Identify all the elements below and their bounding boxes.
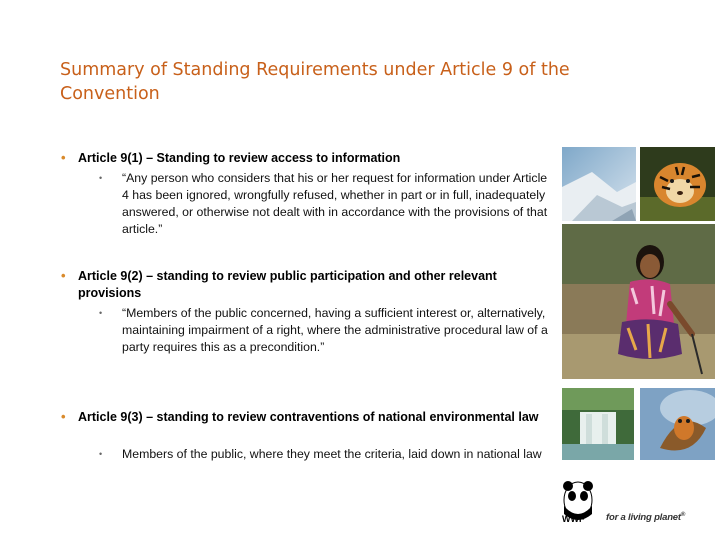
tagline xyxy=(606,512,685,523)
section-heading-text: Article 9(1) – Standing to review access to information xyxy=(78,151,401,165)
tagline-text: for a living planet xyxy=(606,512,681,524)
bullet-icon: • xyxy=(61,409,66,424)
sub-bullet-icon: • xyxy=(99,173,103,183)
section-heading-2 xyxy=(61,268,558,302)
section-detail-2 xyxy=(99,305,552,356)
waterfall-photo xyxy=(562,388,634,460)
ice-landscape-photo xyxy=(562,147,636,221)
section-heading-3 xyxy=(61,409,558,426)
sub-bullet-icon: • xyxy=(99,308,103,318)
woman-photo xyxy=(562,224,715,379)
section-detail-text: “Any person who considers that his or her request for information under Article 4 has been ignored, wrongfully refused, whether in part or in full, inadequately answered, or otherwise not dealt with in accordance with the provisions of that article.” xyxy=(122,171,548,236)
section-detail-text: “Members of the public concerned, having a sufficient interest or, alternatively, maintaining impairment of a right, where the administrative procedural law of a party requires this as a precondition.” xyxy=(122,306,548,354)
bullet-icon: • xyxy=(61,268,66,283)
sub-bullet-icon: • xyxy=(99,449,103,459)
section-heading-text: Article 9(2) – standing to review public participation and other relevant provisions xyxy=(78,269,497,300)
wwf-logo-text: WWF xyxy=(562,514,585,524)
section-heading-text: Article 9(3) – standing to review contraventions of national environmental law xyxy=(78,410,539,424)
tagline-mark: ® xyxy=(680,512,686,518)
slide-title: Summary of Standing Requirements under Article 9 of the Convention xyxy=(60,60,570,104)
section-heading-1 xyxy=(61,150,558,167)
tiger-photo xyxy=(640,147,715,221)
frog-photo xyxy=(640,388,715,460)
section-detail-3 xyxy=(99,446,552,463)
section-detail-text: Members of the public, where they meet the criteria, laid down in national law xyxy=(122,447,542,461)
bullet-icon: • xyxy=(61,150,66,165)
section-detail-1 xyxy=(99,170,552,238)
